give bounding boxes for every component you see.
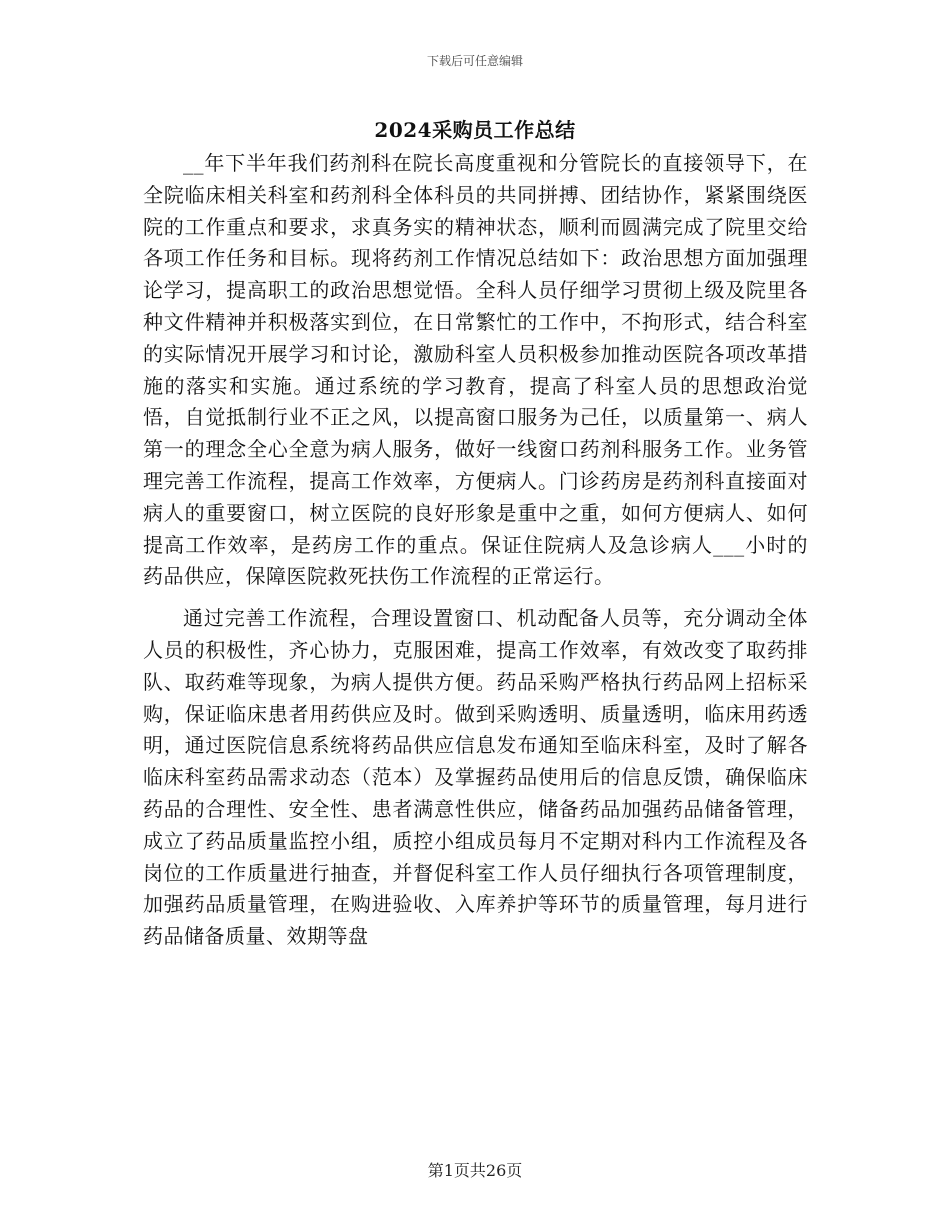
page-number: 第1页共26页 <box>427 1161 523 1180</box>
header-note: 下载后可任意编辑 <box>426 54 523 68</box>
document-body <box>143 148 808 953</box>
paragraph-1: __年下半年我们药剂科在院长高度重视和分管院长的直接领导下，在全院临床相关科室和药剂科全体科员的共同拼搏、团结协作，紧紧围绕医院的工作重点和要求，求真务实的精神状态，顺利而圆满完成了院里交给各项工作任务和目标。现将药剂工作情况总结如下：政治思想方面加强理论学习，提高职工的政治思想觉悟。全科人员仔细学习贯彻上级及院里各种文件精神并积极落实到位，在日常繁忙的工作中，不拘形式，结合科室的实际情况开展学习和讨论，激励科室人员积极参加推动医院各项改革措施的落实和实施。通过系统的学习教育，提高了科室人员的思想政治觉悟，自觉抵制行业不正之风，以提高窗口服务为己任，以质量第一、病人第一的理念全心全意为病人服务，做好一线窗口药剂科服务工作。业务管理完善工作流程，提高工作效率，方便病人。门诊药房是药剂科直接面对病人的重要窗口，树立医院的良好形象是重中之重，如何方便病人、如何提高工作效率，是药房工作的重点。保证住院病人及急诊病人___小时的药品供应，保障医院救死扶伤工作流程的正常运行。 <box>143 151 808 589</box>
paragraph-2: 通过完善工作流程，合理设置窗口、机动配备人员等，充分调动全体人员的积极性，齐心协力，克服困难，提高工作效率，有效改变了取药排队、取药难等现象，为病人提供方便。药品采购严格执行药品网上招标采购，保证临床患者用药供应及时。做到采购透明、质量透明，临床用药透明，通过医院信息系统将药品供应信息发布通知至临床科室，及时了解各临床科室药品需求动态（范本）及掌握药品使用后的信息反馈，确保临床药品的合理性、安全性、患者满意性供应，储备药品加强药品储备管理，成立了药品质量监控小组，质控小组成员每月不定期对科内工作流程及各岗位的工作质量进行抽查，并督促科室工作人员仔细执行各项管理制度，加强药品质量管理，在购进验收、入库养护等环节的质量管理，每月进行药品储备质量、效期等盘 <box>143 606 808 949</box>
document-title: 2024采购员工作总结 <box>374 118 576 142</box>
